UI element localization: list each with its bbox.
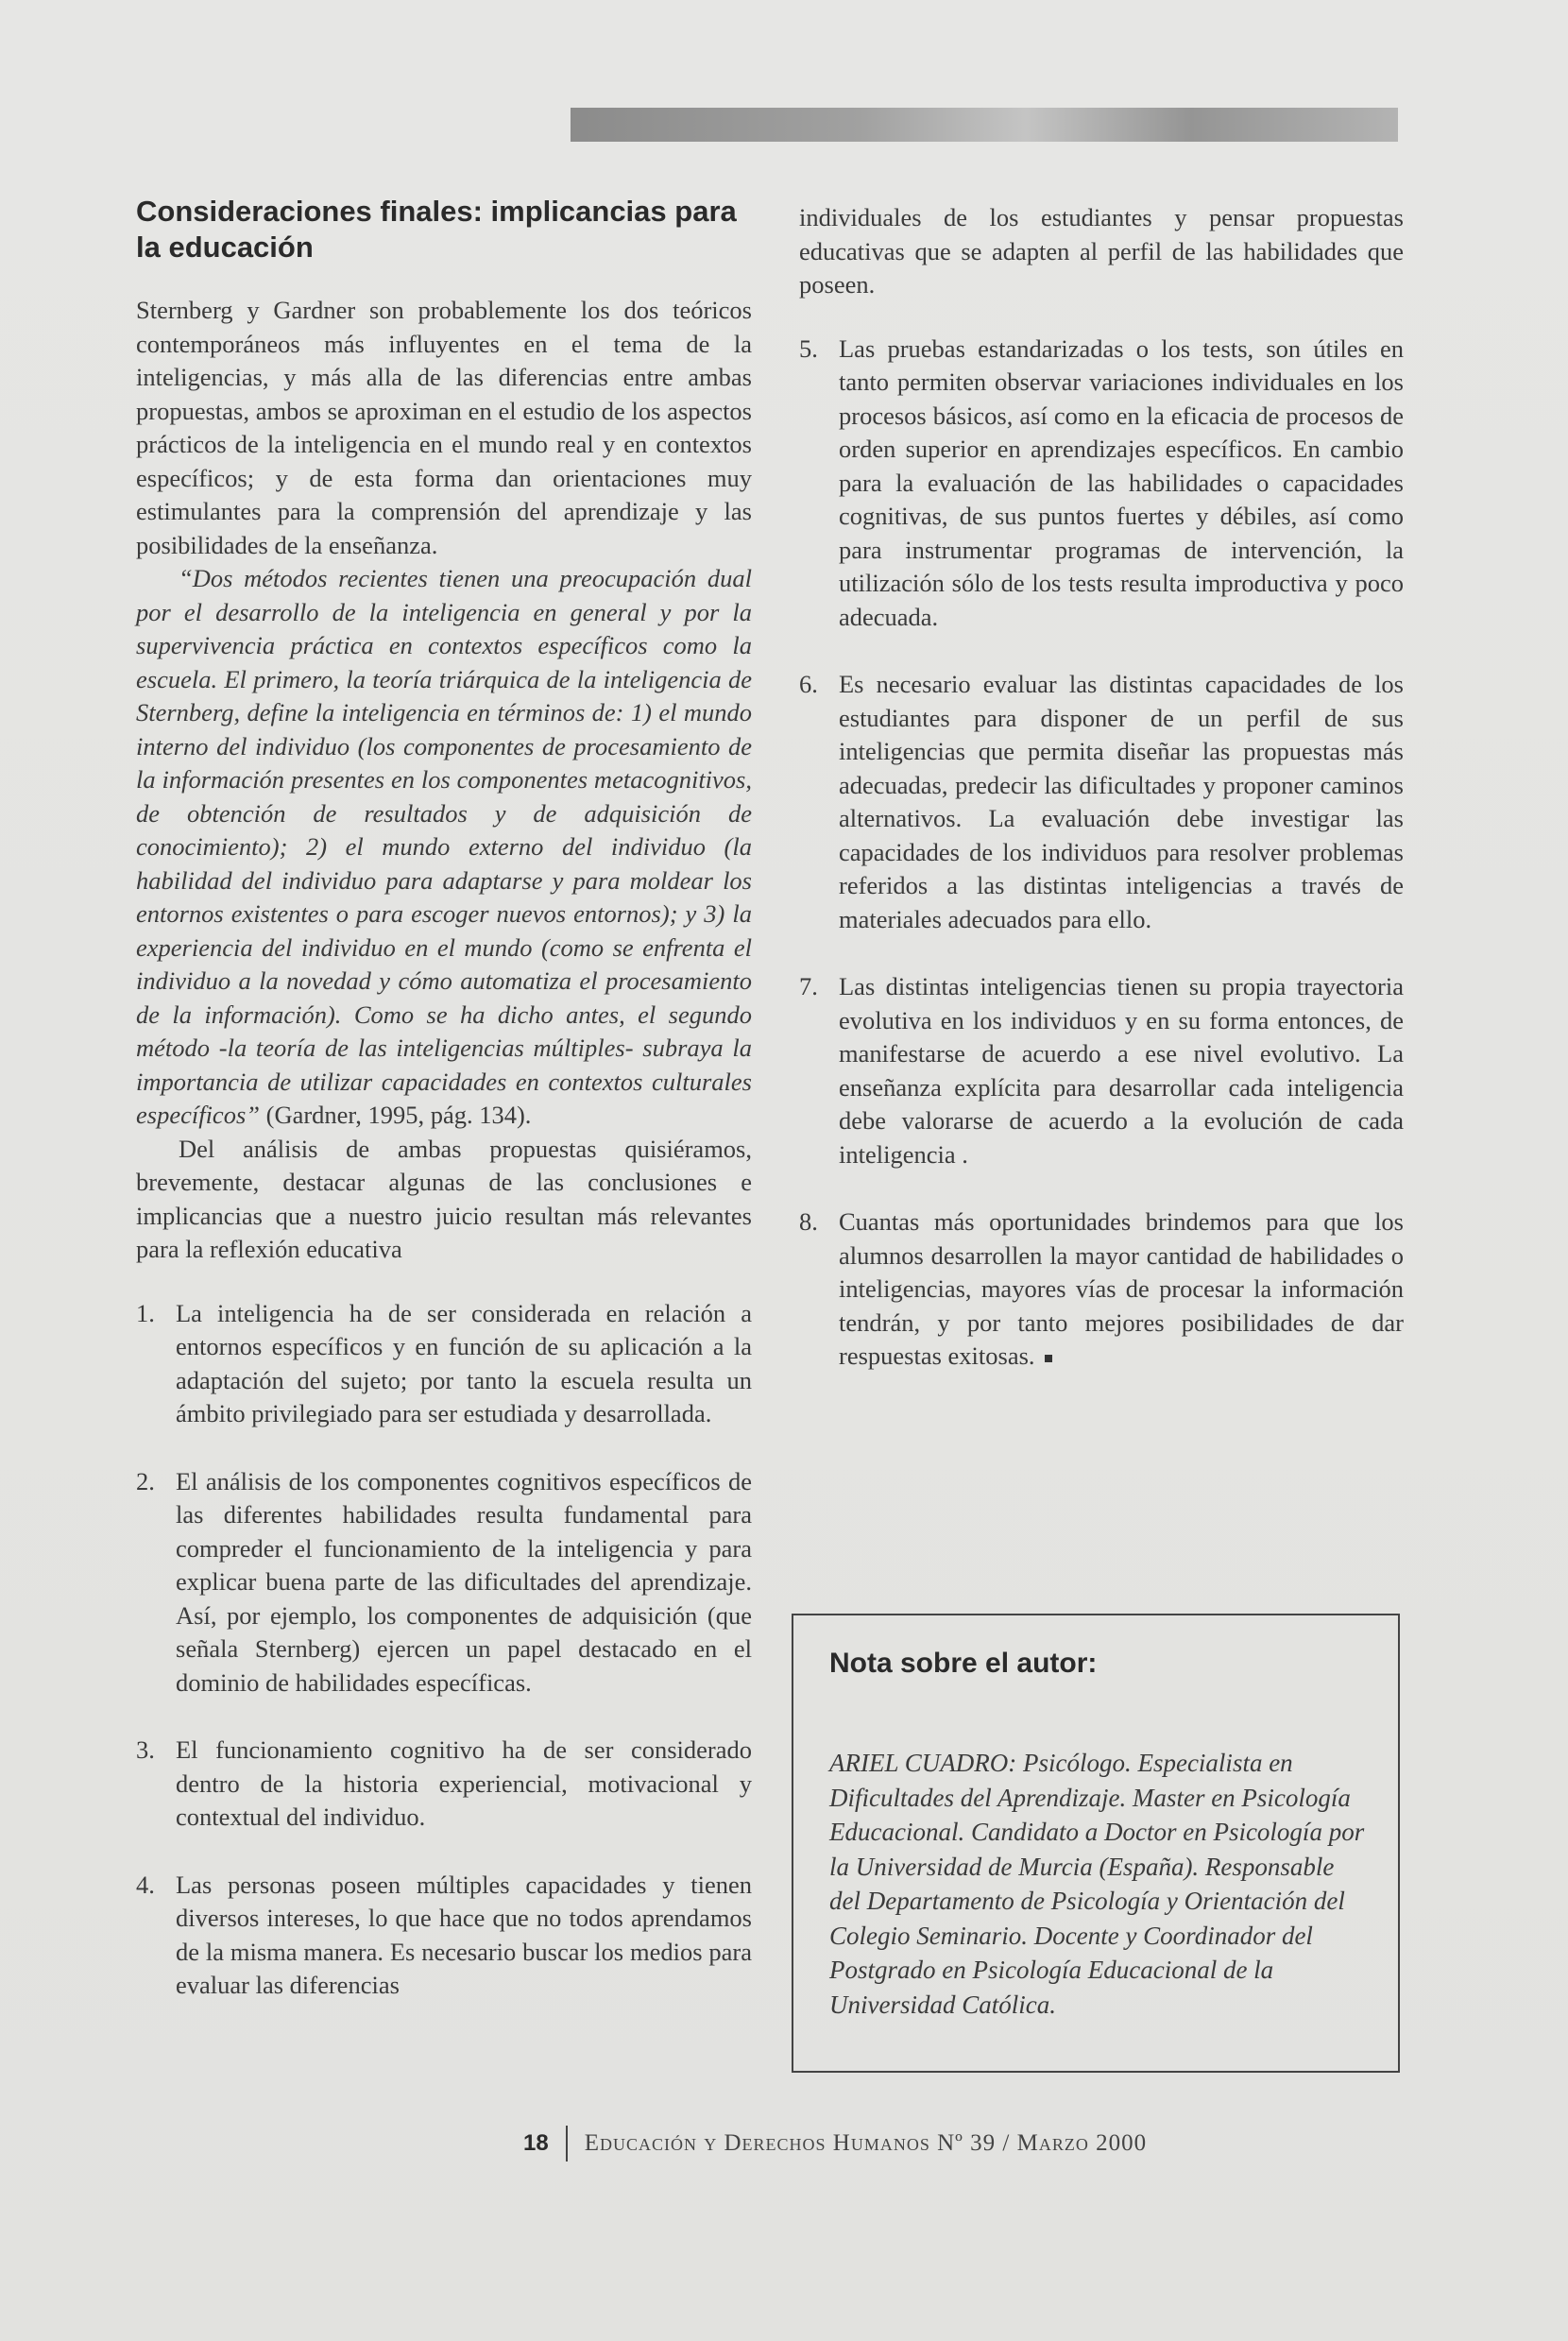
list-item-text: El análisis de los componentes cognitivos específicos de las diferentes habilidades resulta fundamental para compreder el funcionamiento de la inteligencia y para explicar buena parte de las dificultades del aprendizaje. Así, por ejemplo, los componentes de adquisición (que señala Sternberg) ejercen un papel destacado en el dominio de habilidades específicas.: [176, 1466, 752, 1697]
list-item: [136, 1869, 752, 2003]
left-column: [136, 194, 752, 2037]
page-footer: [523, 2126, 1147, 2162]
list-item: [799, 668, 1404, 936]
quote-text: “Dos métodos recientes tienen una preocupación dual por el desarrollo de la inteligencia en general y por la supervivencia práctica en contextos específicos como la escuela. El primero, la teoría triárquica de la inteligencia de Sternberg, define la inteligencia en términos de: 1) el mundo interno del individuo (los componentes de procesamiento de la información presentes en los componentes metacognitivos, de obtención de resultados y de adquisición de conocimiento); 2) el mundo externo del individuo (la habilidad del individuo para adaptarse y para moldear los entornos existentes o para escoger nuevos entornos); y 3) la experiencia del individuo en el mundo (como se enfrenta el individuo a la novedad y cómo automatiza el procesamiento de la información). Como se ha dicho antes, el segundo método -la teoría de las inteligencias múltiples- subraya la importancia de utilizar capacidades en contextos culturales específicos”: [136, 564, 752, 1129]
list-item-text: Las distintas inteligencias tienen su propia trayectoria evolutiva en los individuos y en su forma entonces, de manifestarse de acuerdo a ese nivel evolutivo. La enseñanza explícita para desarrollar cada inteligencia debe valorarse de acuerdo a la evolución de cada inteligencia .: [839, 972, 1404, 1169]
journal-issue: Educación y Derechos Humanos Nº 39 / Marzo 2000: [584, 2130, 1148, 2156]
section-title: Consideraciones finales: implicancias para la educación: [136, 195, 737, 264]
list-item-number: 4.: [136, 1870, 155, 1899]
intro-paragraph: Sternberg y Gardner son probablemente los dos teóricos contemporáneos más influyentes en el tema de la inteligencias, y más alla de las diferencias entre ambas propuestas, ambos se aproximan en el estudio de los aspectos prácticos de la inteligencia en el mundo real y en contextos específicos; y de esta forma dan orientaciones muy estimulantes para la comprensión del aprendizaje y las posibilidades de la enseñanza.: [136, 296, 752, 559]
list-item-text: El funcionamiento cognitivo ha de ser considerado dentro de la historia experiencial, motivacional y contextual del individuo.: [176, 1735, 752, 1831]
list-item: [136, 1297, 752, 1431]
list-item-text: La inteligencia ha de ser considerada en relación a entornos específicos y en función de su aplicación a la adaptación del sujeto; por tanto la escuela resulta un ámbito privilegiado para ser estudiada y desarrollada.: [176, 1298, 752, 1427]
quote-citation: (Gardner, 1995, pág. 134).: [260, 1101, 532, 1129]
list-item-text: Es necesario evaluar las distintas capacidades de los estudiantes para disponer de un perfil de sus inteligencias que permita diseñar las propuestas más adecuadas, predecir las dificultades y proponer caminos alternativos. La evaluación debe investigar las capacidades de los individuos para resolver problemas referidos a las distintas inteligencias a través de materiales adecuados para ello.: [839, 670, 1404, 933]
list-item: [799, 970, 1404, 1171]
author-note-title: Nota sobre el autor:: [829, 1648, 1098, 1679]
list-item-number: 5.: [799, 333, 818, 363]
end-of-article-mark: [1045, 1355, 1052, 1362]
list-item-number: 6.: [799, 670, 818, 698]
list-item-number: 3.: [136, 1735, 155, 1764]
page-number: 18: [523, 2130, 549, 2156]
quote-paragraph: [136, 562, 752, 1133]
list-item: [799, 1205, 1404, 1374]
header-decorative-bar: [571, 108, 1398, 142]
author-note-text: ARIEL CUADRO: Psicólogo. Especialista en Dificultades del Aprendizaje. Master en Psicología Educacional. Candidato a Doctor en Psicología por la Universidad de Murcia (España). Responsable del Departamento de Psicología y Orientación del Colegio Seminario. Docente y Coordinador del Postgrado en Psicología Educacional de la Universidad Católica.: [829, 1749, 1365, 2019]
list-item-text: Las pruebas estandarizadas o los tests, son útiles en tanto permiten observar variaciones individuales en los procesos básicos, así como en la eficacia de procesos de orden superior en aprendizajes específicos. En cambio para la evaluación de las habilidades o capacidades cognitivas, de sus puntos fuertes y débiles, así como para instrumentar programas de intervención, la utilización sólo de los tests resulta improductiva y poco adecuada.: [839, 333, 1404, 631]
list-item: [799, 333, 1404, 635]
list-item-text: Cuantas más oportunidades brindemos para que los alumnos desarrollen la mayor cantidad de habilidades o inteligencias, mayores vías de procesar la información tendrán, y por tanto mejores posibilidades de dar respuestas exitosas.: [839, 1207, 1404, 1370]
author-note-box: [792, 1614, 1400, 2073]
conclusions-list-right: [799, 333, 1404, 1374]
list-item-number: 8.: [799, 1207, 818, 1236]
conclusions-list-left: [136, 1297, 752, 2003]
list-item-text: Las personas poseen múltiples capacidades y tienen diversos intereses, lo que hace que no todos aprendamos de la misma manera. Es necesario buscar los medios para evaluar las diferencias: [176, 1870, 752, 1999]
list-item-number: 1.: [136, 1298, 155, 1327]
list-item: [136, 1465, 752, 1700]
footer-divider: [566, 2126, 568, 2162]
analysis-paragraph: Del análisis de ambas propuestas quisiéramos, brevemente, destacar algunas de las conclusiones e implicancias que a nuestro juicio resultan más relevantes para la reflexión educativa: [136, 1134, 752, 1263]
list-item-number: 2.: [136, 1466, 155, 1495]
right-column: [799, 201, 1404, 1408]
list-item-number: 7.: [799, 972, 818, 1000]
list-item: [136, 1734, 752, 1835]
item4-continuation: individuales de los estudiantes y pensar propuestas educativas que se adapten al perfil de las habilidades que poseen.: [799, 203, 1404, 299]
